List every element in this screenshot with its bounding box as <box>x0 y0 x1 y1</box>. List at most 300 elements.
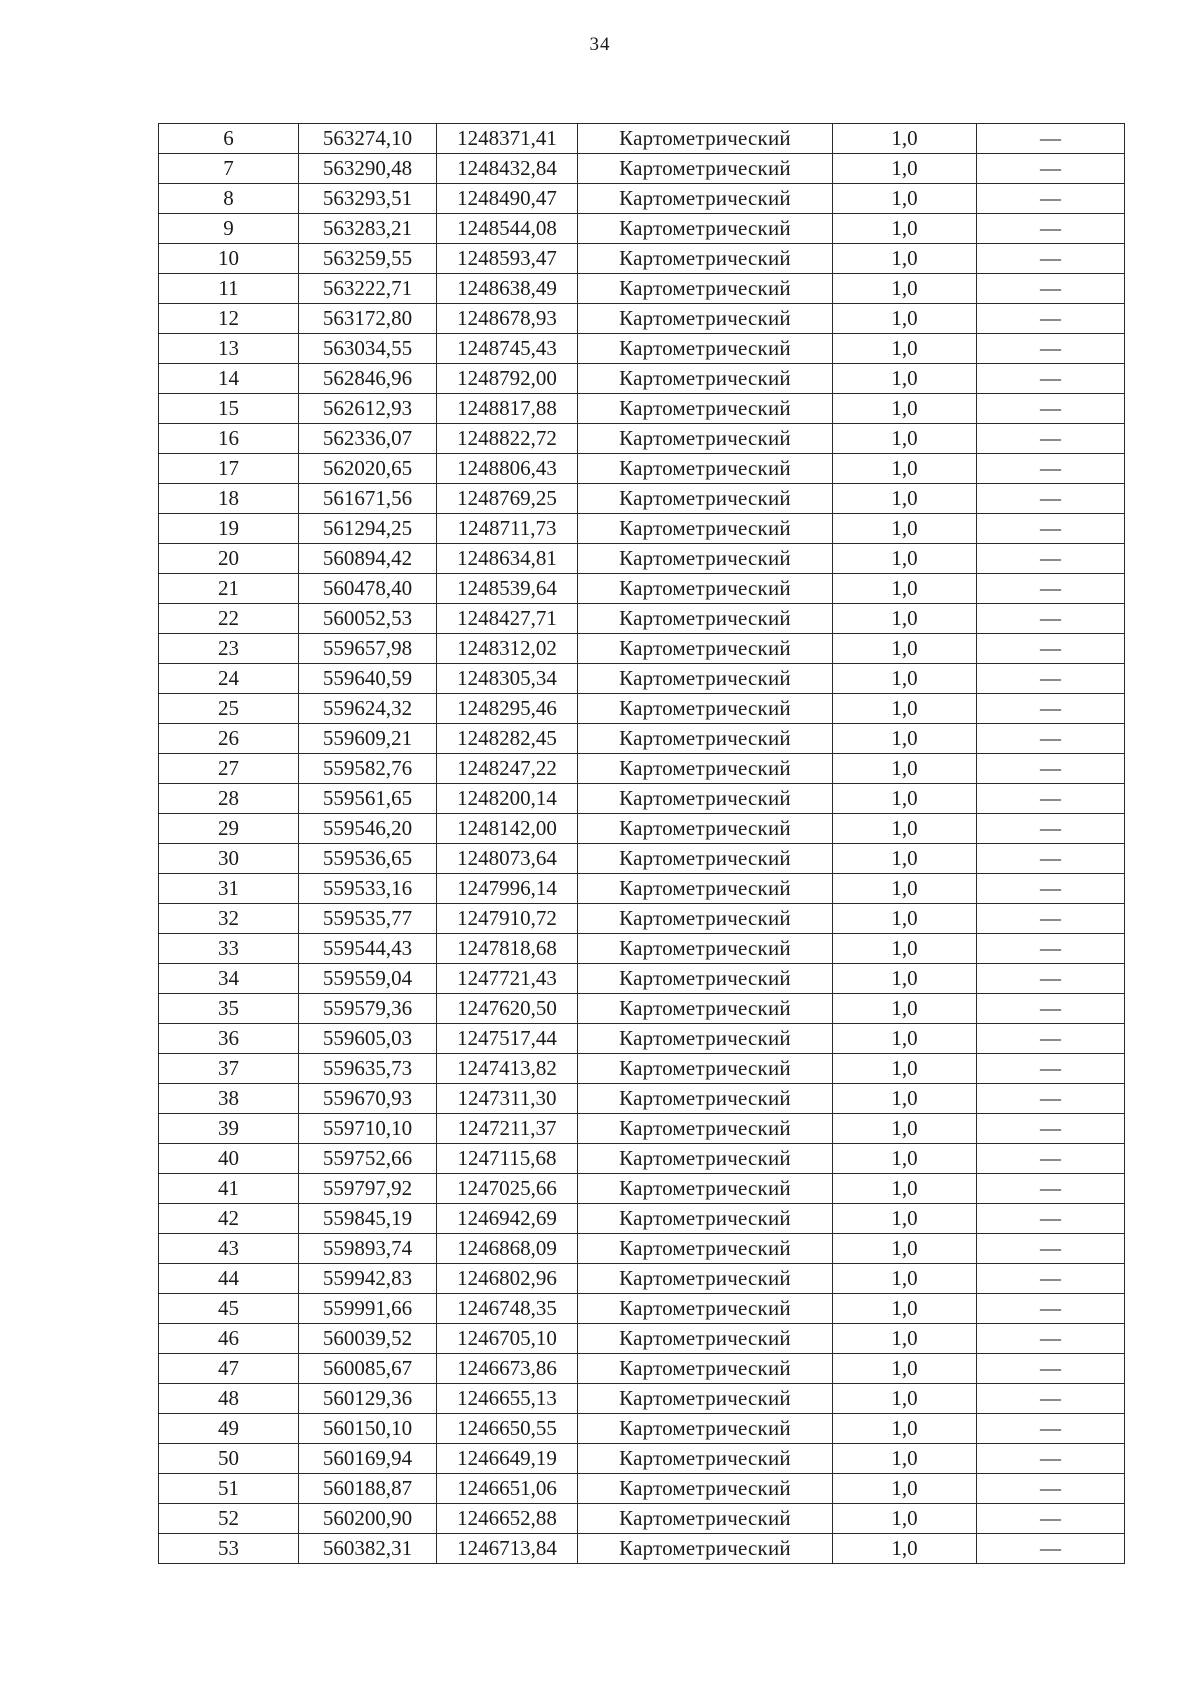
point-number-cell: 23 <box>159 634 299 664</box>
table-row <box>159 1414 1125 1444</box>
x-coordinate-cell: 560039,52 <box>299 1324 437 1354</box>
y-coordinate-cell: 1246651,06 <box>437 1474 578 1504</box>
description-cell: — <box>977 1024 1125 1054</box>
table-row <box>159 724 1125 754</box>
x-coordinate-cell: 560200,90 <box>299 1504 437 1534</box>
accuracy-cell: 1,0 <box>833 184 977 214</box>
accuracy-cell: 1,0 <box>833 1384 977 1414</box>
x-coordinate-cell: 560478,40 <box>299 574 437 604</box>
y-coordinate-cell: 1248769,25 <box>437 484 578 514</box>
point-number-cell: 40 <box>159 1144 299 1174</box>
description-cell: — <box>977 1174 1125 1204</box>
method-cell: Картометрический <box>578 1204 833 1234</box>
accuracy-cell: 1,0 <box>833 154 977 184</box>
accuracy-cell: 1,0 <box>833 484 977 514</box>
x-coordinate-cell: 559942,83 <box>299 1264 437 1294</box>
table-row <box>159 1114 1125 1144</box>
coordinates-table <box>158 123 1125 1564</box>
table-row <box>159 184 1125 214</box>
point-number-cell: 32 <box>159 904 299 934</box>
y-coordinate-cell: 1248282,45 <box>437 724 578 754</box>
y-coordinate-cell: 1247025,66 <box>437 1174 578 1204</box>
description-cell: — <box>977 904 1125 934</box>
x-coordinate-cell: 559635,73 <box>299 1054 437 1084</box>
description-cell: — <box>977 1084 1125 1114</box>
coordinates-table-body <box>159 124 1125 1564</box>
accuracy-cell: 1,0 <box>833 994 977 1024</box>
description-cell: — <box>977 304 1125 334</box>
x-coordinate-cell: 562336,07 <box>299 424 437 454</box>
x-coordinate-cell: 560169,94 <box>299 1444 437 1474</box>
x-coordinate-cell: 559797,92 <box>299 1174 437 1204</box>
method-cell: Картометрический <box>578 364 833 394</box>
description-cell: — <box>977 844 1125 874</box>
x-coordinate-cell: 559605,03 <box>299 1024 437 1054</box>
accuracy-cell: 1,0 <box>833 1084 977 1114</box>
description-cell: — <box>977 394 1125 424</box>
accuracy-cell: 1,0 <box>833 1474 977 1504</box>
y-coordinate-cell: 1248792,00 <box>437 364 578 394</box>
accuracy-cell: 1,0 <box>833 1324 977 1354</box>
table-row <box>159 574 1125 604</box>
x-coordinate-cell: 562612,93 <box>299 394 437 424</box>
y-coordinate-cell: 1247211,37 <box>437 1114 578 1144</box>
point-number-cell: 15 <box>159 394 299 424</box>
accuracy-cell: 1,0 <box>833 334 977 364</box>
accuracy-cell: 1,0 <box>833 784 977 814</box>
table-row <box>159 1294 1125 1324</box>
method-cell: Картометрический <box>578 1384 833 1414</box>
table-row <box>159 964 1125 994</box>
accuracy-cell: 1,0 <box>833 634 977 664</box>
accuracy-cell: 1,0 <box>833 214 977 244</box>
y-coordinate-cell: 1247910,72 <box>437 904 578 934</box>
description-cell: — <box>977 214 1125 244</box>
description-cell: — <box>977 1234 1125 1264</box>
table-row <box>159 1024 1125 1054</box>
method-cell: Картометрический <box>578 1264 833 1294</box>
point-number-cell: 24 <box>159 664 299 694</box>
method-cell: Картометрический <box>578 484 833 514</box>
table-row <box>159 424 1125 454</box>
y-coordinate-cell: 1246673,86 <box>437 1354 578 1384</box>
x-coordinate-cell: 563034,55 <box>299 334 437 364</box>
method-cell: Картометрический <box>578 574 833 604</box>
accuracy-cell: 1,0 <box>833 394 977 424</box>
x-coordinate-cell: 559640,59 <box>299 664 437 694</box>
method-cell: Картометрический <box>578 784 833 814</box>
x-coordinate-cell: 559991,66 <box>299 1294 437 1324</box>
accuracy-cell: 1,0 <box>833 124 977 154</box>
description-cell: — <box>977 484 1125 514</box>
accuracy-cell: 1,0 <box>833 1204 977 1234</box>
table-row <box>159 874 1125 904</box>
method-cell: Картометрический <box>578 1054 833 1084</box>
method-cell: Картометрический <box>578 1474 833 1504</box>
x-coordinate-cell: 559559,04 <box>299 964 437 994</box>
accuracy-cell: 1,0 <box>833 1354 977 1384</box>
accuracy-cell: 1,0 <box>833 574 977 604</box>
method-cell: Картометрический <box>578 1174 833 1204</box>
x-coordinate-cell: 559657,98 <box>299 634 437 664</box>
description-cell: — <box>977 694 1125 724</box>
x-coordinate-cell: 563283,21 <box>299 214 437 244</box>
description-cell: — <box>977 514 1125 544</box>
method-cell: Картометрический <box>578 1234 833 1264</box>
table-row <box>159 1264 1125 1294</box>
point-number-cell: 53 <box>159 1534 299 1564</box>
table-row <box>159 124 1125 154</box>
method-cell: Картометрический <box>578 1504 833 1534</box>
x-coordinate-cell: 561671,56 <box>299 484 437 514</box>
table-row <box>159 604 1125 634</box>
y-coordinate-cell: 1247721,43 <box>437 964 578 994</box>
x-coordinate-cell: 559893,74 <box>299 1234 437 1264</box>
x-coordinate-cell: 560382,31 <box>299 1534 437 1564</box>
x-coordinate-cell: 559561,65 <box>299 784 437 814</box>
point-number-cell: 14 <box>159 364 299 394</box>
point-number-cell: 20 <box>159 544 299 574</box>
accuracy-cell: 1,0 <box>833 1534 977 1564</box>
description-cell: — <box>977 634 1125 664</box>
method-cell: Картометрический <box>578 214 833 244</box>
point-number-cell: 21 <box>159 574 299 604</box>
description-cell: — <box>977 184 1125 214</box>
page-number: 34 <box>589 34 611 55</box>
point-number-cell: 8 <box>159 184 299 214</box>
table-row <box>159 814 1125 844</box>
accuracy-cell: 1,0 <box>833 454 977 484</box>
point-number-cell: 42 <box>159 1204 299 1234</box>
table-row <box>159 1474 1125 1504</box>
accuracy-cell: 1,0 <box>833 1444 977 1474</box>
point-number-cell: 36 <box>159 1024 299 1054</box>
accuracy-cell: 1,0 <box>833 1054 977 1084</box>
y-coordinate-cell: 1248312,02 <box>437 634 578 664</box>
table-row <box>159 244 1125 274</box>
description-cell: — <box>977 724 1125 754</box>
point-number-cell: 13 <box>159 334 299 364</box>
y-coordinate-cell: 1248305,34 <box>437 664 578 694</box>
x-coordinate-cell: 559544,43 <box>299 934 437 964</box>
method-cell: Картометрический <box>578 1444 833 1474</box>
method-cell: Картометрический <box>578 844 833 874</box>
method-cell: Картометрический <box>578 664 833 694</box>
point-number-cell: 17 <box>159 454 299 484</box>
point-number-cell: 7 <box>159 154 299 184</box>
y-coordinate-cell: 1246655,13 <box>437 1384 578 1414</box>
point-number-cell: 41 <box>159 1174 299 1204</box>
method-cell: Картометрический <box>578 934 833 964</box>
accuracy-cell: 1,0 <box>833 1504 977 1534</box>
table-row <box>159 364 1125 394</box>
table-row <box>159 1444 1125 1474</box>
y-coordinate-cell: 1246942,69 <box>437 1204 578 1234</box>
method-cell: Картометрический <box>578 1294 833 1324</box>
accuracy-cell: 1,0 <box>833 694 977 724</box>
description-cell: — <box>977 154 1125 184</box>
y-coordinate-cell: 1246713,84 <box>437 1534 578 1564</box>
x-coordinate-cell: 559582,76 <box>299 754 437 784</box>
point-number-cell: 46 <box>159 1324 299 1354</box>
y-coordinate-cell: 1248247,22 <box>437 754 578 784</box>
y-coordinate-cell: 1248427,71 <box>437 604 578 634</box>
point-number-cell: 51 <box>159 1474 299 1504</box>
y-coordinate-cell: 1248073,64 <box>437 844 578 874</box>
description-cell: — <box>977 1414 1125 1444</box>
x-coordinate-cell: 559579,36 <box>299 994 437 1024</box>
x-coordinate-cell: 559546,20 <box>299 814 437 844</box>
table-row <box>159 844 1125 874</box>
description-cell: — <box>977 1204 1125 1234</box>
description-cell: — <box>977 274 1125 304</box>
y-coordinate-cell: 1246748,35 <box>437 1294 578 1324</box>
y-coordinate-cell: 1246652,88 <box>437 1504 578 1534</box>
table-row <box>159 214 1125 244</box>
point-number-cell: 44 <box>159 1264 299 1294</box>
method-cell: Картометрический <box>578 304 833 334</box>
method-cell: Картометрический <box>578 394 833 424</box>
method-cell: Картометрический <box>578 424 833 454</box>
y-coordinate-cell: 1248200,14 <box>437 784 578 814</box>
point-number-cell: 12 <box>159 304 299 334</box>
accuracy-cell: 1,0 <box>833 364 977 394</box>
method-cell: Картометрический <box>578 544 833 574</box>
description-cell: — <box>977 1264 1125 1294</box>
table-row <box>159 694 1125 724</box>
description-cell: — <box>977 1144 1125 1174</box>
method-cell: Картометрический <box>578 994 833 1024</box>
table-row <box>159 994 1125 1024</box>
method-cell: Картометрический <box>578 1534 833 1564</box>
x-coordinate-cell: 563172,80 <box>299 304 437 334</box>
table-row <box>159 1384 1125 1414</box>
x-coordinate-cell: 563290,48 <box>299 154 437 184</box>
y-coordinate-cell: 1248142,00 <box>437 814 578 844</box>
point-number-cell: 10 <box>159 244 299 274</box>
table-row <box>159 544 1125 574</box>
table-row <box>159 304 1125 334</box>
y-coordinate-cell: 1248593,47 <box>437 244 578 274</box>
accuracy-cell: 1,0 <box>833 1294 977 1324</box>
x-coordinate-cell: 560052,53 <box>299 604 437 634</box>
description-cell: — <box>977 934 1125 964</box>
description-cell: — <box>977 1444 1125 1474</box>
description-cell: — <box>977 1324 1125 1354</box>
point-number-cell: 43 <box>159 1234 299 1264</box>
y-coordinate-cell: 1247311,30 <box>437 1084 578 1114</box>
y-coordinate-cell: 1248295,46 <box>437 694 578 724</box>
point-number-cell: 47 <box>159 1354 299 1384</box>
accuracy-cell: 1,0 <box>833 814 977 844</box>
method-cell: Картометрический <box>578 694 833 724</box>
table-row <box>159 754 1125 784</box>
y-coordinate-cell: 1248490,47 <box>437 184 578 214</box>
point-number-cell: 49 <box>159 1414 299 1444</box>
x-coordinate-cell: 562846,96 <box>299 364 437 394</box>
y-coordinate-cell: 1247818,68 <box>437 934 578 964</box>
point-number-cell: 11 <box>159 274 299 304</box>
table-row <box>159 1324 1125 1354</box>
accuracy-cell: 1,0 <box>833 874 977 904</box>
x-coordinate-cell: 560129,36 <box>299 1384 437 1414</box>
method-cell: Картометрический <box>578 634 833 664</box>
y-coordinate-cell: 1248432,84 <box>437 154 578 184</box>
method-cell: Картометрический <box>578 334 833 364</box>
description-cell: — <box>977 424 1125 454</box>
method-cell: Картометрический <box>578 1354 833 1384</box>
table-row <box>159 394 1125 424</box>
point-number-cell: 35 <box>159 994 299 1024</box>
point-number-cell: 50 <box>159 1444 299 1474</box>
table-row <box>159 1084 1125 1114</box>
method-cell: Картометрический <box>578 904 833 934</box>
y-coordinate-cell: 1247517,44 <box>437 1024 578 1054</box>
x-coordinate-cell: 560894,42 <box>299 544 437 574</box>
accuracy-cell: 1,0 <box>833 1174 977 1204</box>
point-number-cell: 29 <box>159 814 299 844</box>
method-cell: Картометрический <box>578 874 833 904</box>
y-coordinate-cell: 1246649,19 <box>437 1444 578 1474</box>
x-coordinate-cell: 559845,19 <box>299 1204 437 1234</box>
point-number-cell: 16 <box>159 424 299 454</box>
x-coordinate-cell: 559536,65 <box>299 844 437 874</box>
accuracy-cell: 1,0 <box>833 424 977 454</box>
point-number-cell: 25 <box>159 694 299 724</box>
description-cell: — <box>977 604 1125 634</box>
point-number-cell: 37 <box>159 1054 299 1084</box>
description-cell: — <box>977 1054 1125 1084</box>
accuracy-cell: 1,0 <box>833 844 977 874</box>
accuracy-cell: 1,0 <box>833 1114 977 1144</box>
description-cell: — <box>977 1384 1125 1414</box>
method-cell: Картометрический <box>578 604 833 634</box>
accuracy-cell: 1,0 <box>833 274 977 304</box>
y-coordinate-cell: 1248822,72 <box>437 424 578 454</box>
x-coordinate-cell: 560085,67 <box>299 1354 437 1384</box>
table-row <box>159 634 1125 664</box>
description-cell: — <box>977 784 1125 814</box>
method-cell: Картометрический <box>578 814 833 844</box>
description-cell: — <box>977 124 1125 154</box>
description-cell: — <box>977 454 1125 484</box>
x-coordinate-cell: 559535,77 <box>299 904 437 934</box>
method-cell: Картометрический <box>578 454 833 484</box>
method-cell: Картометрический <box>578 1414 833 1444</box>
point-number-cell: 9 <box>159 214 299 244</box>
table-row <box>159 1504 1125 1534</box>
method-cell: Картометрический <box>578 1084 833 1114</box>
y-coordinate-cell: 1248371,41 <box>437 124 578 154</box>
method-cell: Картометрический <box>578 514 833 544</box>
y-coordinate-cell: 1247996,14 <box>437 874 578 904</box>
x-coordinate-cell: 559752,66 <box>299 1144 437 1174</box>
point-number-cell: 6 <box>159 124 299 154</box>
y-coordinate-cell: 1246802,96 <box>437 1264 578 1294</box>
table-row <box>159 1174 1125 1204</box>
x-coordinate-cell: 562020,65 <box>299 454 437 484</box>
table-row <box>159 1054 1125 1084</box>
accuracy-cell: 1,0 <box>833 514 977 544</box>
x-coordinate-cell: 560188,87 <box>299 1474 437 1504</box>
x-coordinate-cell: 563222,71 <box>299 274 437 304</box>
accuracy-cell: 1,0 <box>833 934 977 964</box>
point-number-cell: 26 <box>159 724 299 754</box>
point-number-cell: 34 <box>159 964 299 994</box>
description-cell: — <box>977 814 1125 844</box>
method-cell: Картометрический <box>578 184 833 214</box>
description-cell: — <box>977 874 1125 904</box>
method-cell: Картометрический <box>578 124 833 154</box>
table-row <box>159 1144 1125 1174</box>
point-number-cell: 45 <box>159 1294 299 1324</box>
y-coordinate-cell: 1247413,82 <box>437 1054 578 1084</box>
table-row <box>159 334 1125 364</box>
x-coordinate-cell: 561294,25 <box>299 514 437 544</box>
y-coordinate-cell: 1246868,09 <box>437 1234 578 1264</box>
method-cell: Картометрический <box>578 154 833 184</box>
point-number-cell: 19 <box>159 514 299 544</box>
description-cell: — <box>977 544 1125 574</box>
y-coordinate-cell: 1248638,49 <box>437 274 578 304</box>
y-coordinate-cell: 1248817,88 <box>437 394 578 424</box>
x-coordinate-cell: 559624,32 <box>299 694 437 724</box>
description-cell: — <box>977 574 1125 604</box>
point-number-cell: 38 <box>159 1084 299 1114</box>
x-coordinate-cell: 559609,21 <box>299 724 437 754</box>
method-cell: Картометрический <box>578 1324 833 1354</box>
y-coordinate-cell: 1248539,64 <box>437 574 578 604</box>
method-cell: Картометрический <box>578 1144 833 1174</box>
accuracy-cell: 1,0 <box>833 964 977 994</box>
point-number-cell: 48 <box>159 1384 299 1414</box>
x-coordinate-cell: 559710,10 <box>299 1114 437 1144</box>
y-coordinate-cell: 1248806,43 <box>437 454 578 484</box>
point-number-cell: 31 <box>159 874 299 904</box>
y-coordinate-cell: 1247115,68 <box>437 1144 578 1174</box>
description-cell: — <box>977 334 1125 364</box>
y-coordinate-cell: 1246705,10 <box>437 1324 578 1354</box>
point-number-cell: 39 <box>159 1114 299 1144</box>
accuracy-cell: 1,0 <box>833 244 977 274</box>
x-coordinate-cell: 560150,10 <box>299 1414 437 1444</box>
table-row <box>159 454 1125 484</box>
table-row <box>159 904 1125 934</box>
accuracy-cell: 1,0 <box>833 604 977 634</box>
description-cell: — <box>977 364 1125 394</box>
accuracy-cell: 1,0 <box>833 724 977 754</box>
table-row <box>159 934 1125 964</box>
method-cell: Картометрический <box>578 1024 833 1054</box>
point-number-cell: 33 <box>159 934 299 964</box>
y-coordinate-cell: 1248544,08 <box>437 214 578 244</box>
y-coordinate-cell: 1248745,43 <box>437 334 578 364</box>
description-cell: — <box>977 1294 1125 1324</box>
x-coordinate-cell: 563274,10 <box>299 124 437 154</box>
table-row <box>159 1534 1125 1564</box>
accuracy-cell: 1,0 <box>833 754 977 784</box>
table-row <box>159 784 1125 814</box>
accuracy-cell: 1,0 <box>833 904 977 934</box>
method-cell: Картометрический <box>578 274 833 304</box>
method-cell: Картометрический <box>578 1114 833 1144</box>
point-number-cell: 30 <box>159 844 299 874</box>
point-number-cell: 52 <box>159 1504 299 1534</box>
accuracy-cell: 1,0 <box>833 664 977 694</box>
description-cell: — <box>977 1474 1125 1504</box>
y-coordinate-cell: 1248634,81 <box>437 544 578 574</box>
description-cell: — <box>977 1534 1125 1564</box>
